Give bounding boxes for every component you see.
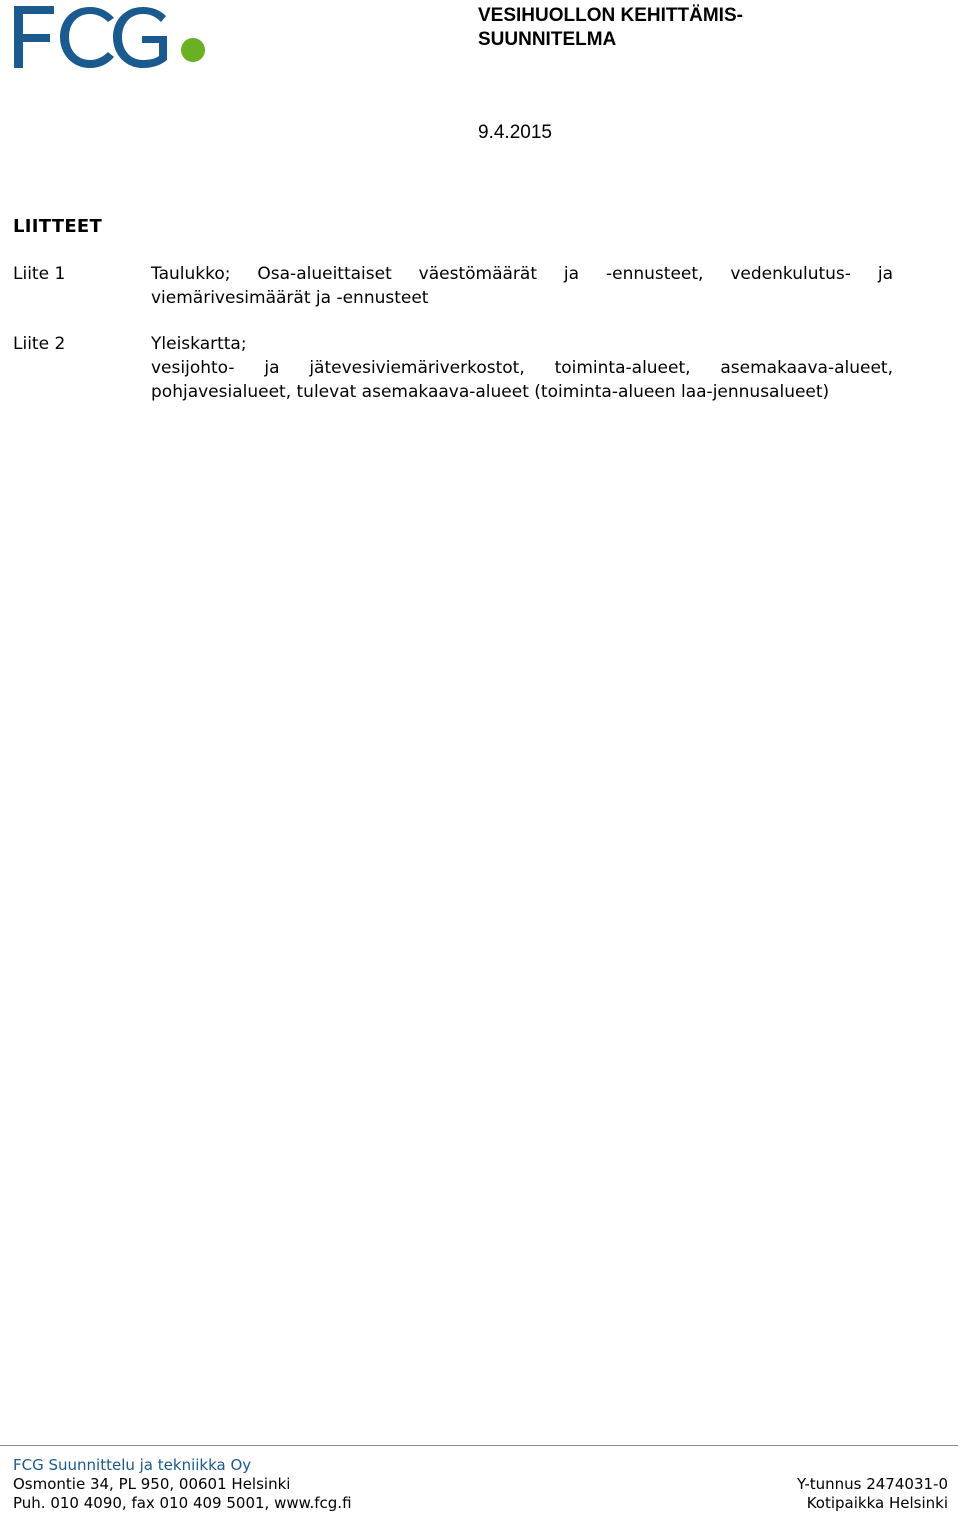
company-logo (12, 2, 212, 72)
footer-domicile: Kotipaikka Helsinki (806, 1494, 948, 1512)
footer-contact: Puh. 010 4090, fax 010 409 5001, www.fcg.fi (13, 1494, 352, 1512)
attachment-description-title: Yleiskartta; (151, 334, 247, 354)
attachment-item (13, 262, 893, 310)
attachment-label: Liite 1 (13, 264, 66, 284)
attachment-description (151, 332, 893, 404)
document-title (478, 4, 818, 52)
footer-company-name: FCG Suunnittelu ja tekniikka Oy (13, 1456, 252, 1474)
attachment-list (13, 262, 893, 426)
attachment-description-line: vesijohto- ja jätevesiviemäriverkostot, toiminta-alueet, asemakaava-alueet, pohjavesialueet, tulevat asemakaava-alueet (toiminta-alueen laa-jennusalueet) (151, 358, 893, 402)
footer-row (13, 1475, 948, 1494)
attachment-description-line: Taulukko; Osa-alueittaiset väestömäärät ja -ennusteet, vedenkulutus- ja viemärivesimäärät ja -ennusteet (151, 264, 893, 308)
fcg-logo-icon (12, 2, 212, 72)
section-heading: LIITTEET (13, 216, 103, 237)
footer-address: Osmontie 34, PL 950, 00601 Helsinki (13, 1475, 291, 1493)
attachment-item (13, 332, 893, 404)
footer-business-id: Y-tunnus 2474031-0 (796, 1475, 948, 1493)
page-footer (13, 1456, 948, 1513)
document-title-line1: VESIHUOLLON KEHITTÄMIS- (478, 5, 743, 26)
attachment-description (151, 262, 893, 310)
document-date: 9.4.2015 (478, 122, 552, 143)
footer-row (13, 1494, 948, 1513)
attachment-label: Liite 2 (13, 334, 66, 354)
document-title-line2: SUUNNITELMA (478, 29, 617, 50)
footer-divider (0, 1445, 958, 1446)
